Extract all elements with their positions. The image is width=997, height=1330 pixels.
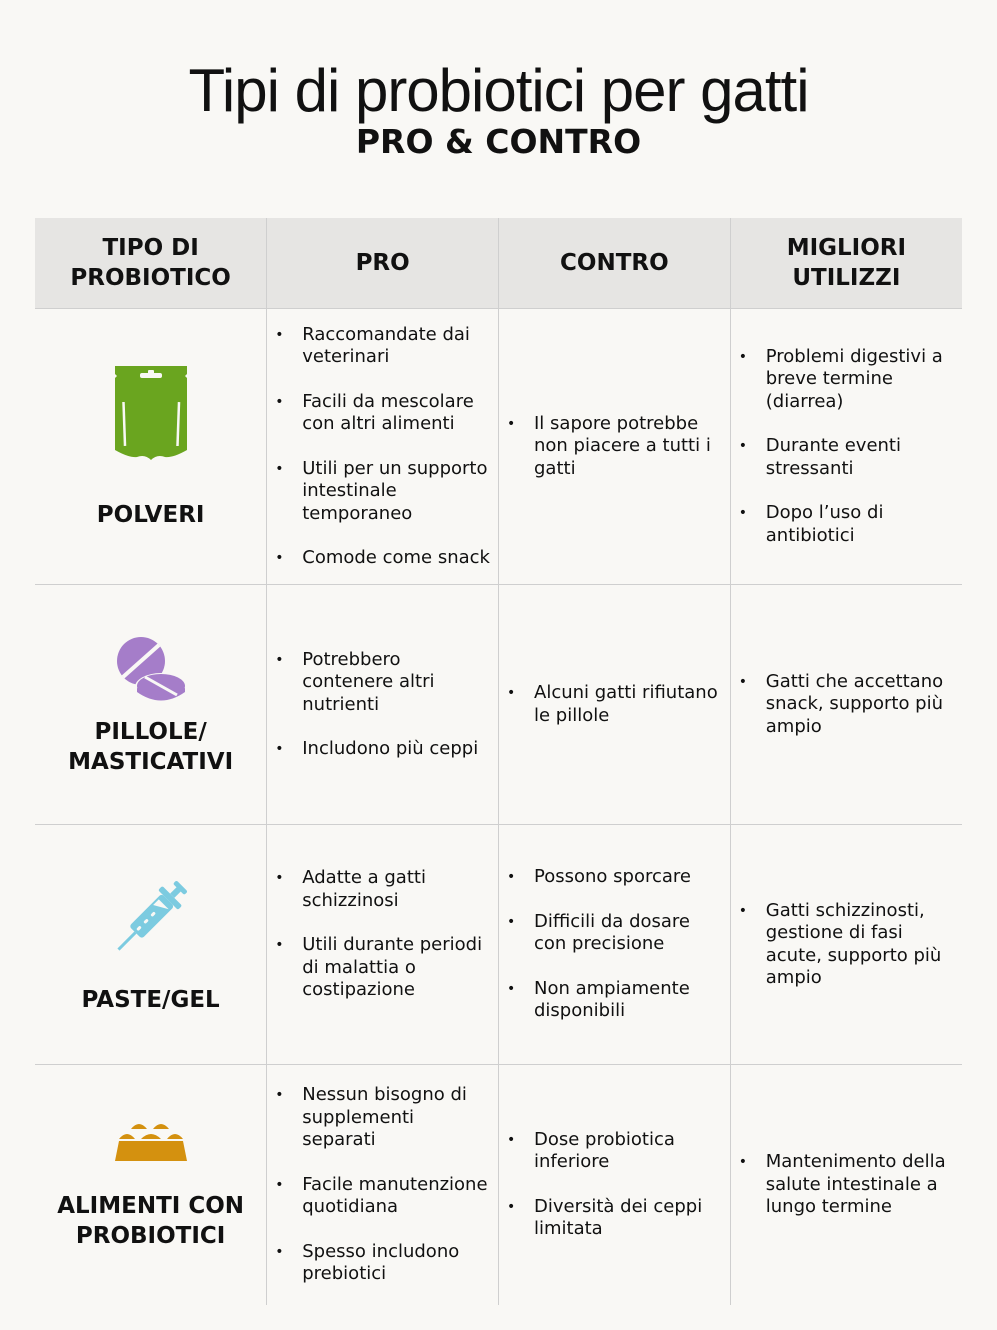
- type-cell: [35, 309, 267, 585]
- pro-list: [267, 324, 498, 570]
- pills-icon: [115, 633, 187, 703]
- uses-cell: [730, 309, 962, 585]
- uses-list: [731, 671, 962, 739]
- contro-list: [499, 682, 730, 727]
- uses-cell: [730, 825, 962, 1065]
- list-item: • Dose probiotica inferiore: [499, 1129, 722, 1174]
- type-label-line2: PROBIOTICI: [75, 1222, 226, 1249]
- column-header-pro: PRO: [267, 218, 499, 309]
- contro-cell: [499, 1065, 731, 1305]
- list-item: • Utili durante periodi di malattia o costipazione: [267, 934, 490, 1002]
- list-item: • Nessun bisogno di supplementi separati: [267, 1084, 490, 1152]
- column-header-uses: [730, 218, 962, 309]
- type-cell: [35, 585, 267, 825]
- column-header-uses-line2: UTILIZZI: [792, 265, 901, 291]
- page-title: Tipi di probiotici per gatti: [188, 57, 809, 124]
- list-item: • Durante eventi stressanti: [731, 435, 954, 480]
- column-header-type-line2: PROBIOTICO: [70, 265, 231, 291]
- list-item: • Dopo l’uso di antibiotici: [731, 502, 954, 547]
- list-item: • Facili da mescolare con altri alimenti: [267, 391, 490, 436]
- uses-cell: [730, 585, 962, 825]
- list-item: • Gatti che accettano snack, supporto più ampio: [731, 671, 954, 739]
- list-item: • Includono più ceppi: [267, 738, 490, 761]
- table-row-pillole: [35, 585, 962, 825]
- pro-cell: [267, 1065, 499, 1305]
- table-row-paste-gel: [35, 825, 962, 1065]
- contro-list: [499, 1129, 730, 1241]
- comparison-table: [35, 218, 962, 1305]
- powder-pouch-icon: [113, 364, 189, 464]
- pro-list: [267, 867, 498, 1002]
- uses-list: [731, 346, 962, 548]
- list-item: • Alcuni gatti rifiutano le pillole: [499, 682, 722, 727]
- type-label-line2: MASTICATIVI: [68, 748, 234, 775]
- list-item: • Adatte a gatti schizzinosi: [267, 867, 490, 912]
- list-item: • Potrebbero contenere altri nutrienti: [267, 649, 490, 717]
- pro-cell: [267, 825, 499, 1065]
- type-label-line1: PILLOLE/: [94, 718, 207, 745]
- pro-cell: [267, 585, 499, 825]
- list-item: • Spesso includono prebiotici: [267, 1241, 490, 1286]
- contro-list: [499, 866, 730, 1023]
- contro-cell: [499, 309, 731, 585]
- type-label: PASTE/GEL: [81, 986, 220, 1013]
- type-cell: [35, 825, 267, 1065]
- pro-list: [267, 649, 498, 761]
- uses-list: [731, 900, 962, 990]
- contro-cell: [499, 585, 731, 825]
- column-header-uses-line1: MIGLIORI: [786, 235, 907, 261]
- column-header-contro: CONTRO: [499, 218, 731, 309]
- pro-list: [267, 1084, 498, 1286]
- list-item: • Utili per un supporto intestinale temporaneo: [267, 458, 490, 526]
- contro-cell: [499, 825, 731, 1065]
- list-item: • Raccomandate dai veterinari: [267, 324, 490, 369]
- uses-cell: [730, 1065, 962, 1305]
- table-header-row: [35, 218, 962, 309]
- list-item: • Diversità dei ceppi limitata: [499, 1196, 722, 1241]
- list-item: • Possono sporcare: [499, 866, 722, 889]
- type-cell: [35, 1065, 267, 1305]
- type-label: [35, 1191, 266, 1251]
- list-item: • Il sapore potrebbe non piacere a tutti i gatti: [499, 413, 722, 481]
- list-item: • Difficili da dosare con precisione: [499, 911, 722, 956]
- contro-list: [499, 413, 730, 481]
- pro-cell: [267, 309, 499, 585]
- table-row-polveri: [35, 309, 962, 585]
- list-item: • Gatti schizzinosti, gestione di fasi acute, supporto più ampio: [731, 900, 954, 990]
- table-row-alimenti: [35, 1065, 962, 1305]
- syringe-icon: [109, 875, 193, 959]
- list-item: • Non ampiamente disponibili: [499, 978, 722, 1023]
- list-item: • Problemi digestivi a breve termine (diarrea): [731, 346, 954, 414]
- type-label: POLVERI: [96, 501, 205, 528]
- type-label-line1: ALIMENTI CON: [57, 1192, 245, 1219]
- uses-list: [731, 1151, 962, 1219]
- food-bowl-icon: [109, 1119, 193, 1163]
- list-item: • Comode come snack: [267, 547, 490, 570]
- list-item: • Mantenimento della salute intestinale a lungo termine: [731, 1151, 954, 1219]
- page-subtitle: PRO & CONTRO: [355, 122, 642, 161]
- column-header-type-line1: TIPO DI: [102, 235, 199, 261]
- list-item: • Facile manutenzione quotidiana: [267, 1174, 490, 1219]
- column-header-type: [35, 218, 267, 309]
- type-label: [35, 717, 266, 777]
